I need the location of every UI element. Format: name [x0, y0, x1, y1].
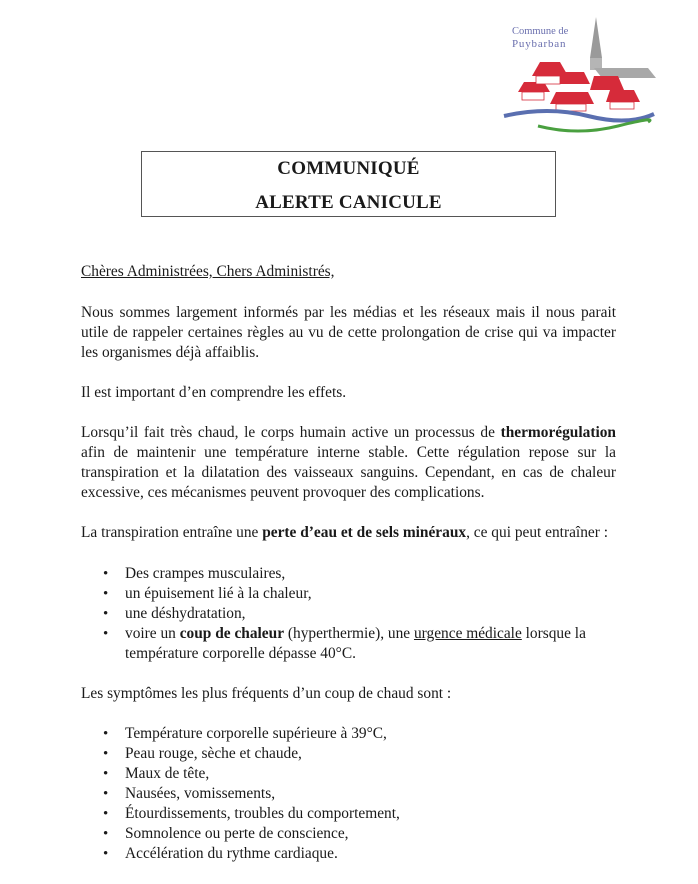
list-item: • Peau rouge, sèche et chaude,	[125, 744, 616, 764]
paragraph-transpiration	[81, 523, 616, 543]
list-item: • Somnolence ou perte de conscience,	[125, 824, 616, 844]
title-box	[141, 151, 556, 217]
list-item: • un épuisement lié à la chaleur,	[125, 584, 616, 604]
bold-term: coup de chaleur	[179, 625, 285, 642]
text-span: Lorsqu’il fait très chaud, le corps humain active un processus de	[81, 424, 501, 441]
list-item	[125, 624, 616, 664]
logo-line1: Commune de	[512, 26, 569, 37]
list-item: • Température corporelle supérieure à 39°C,	[125, 724, 616, 744]
paragraph-thermoregulation	[81, 423, 616, 503]
text-span: , ce qui peut entraîner :	[466, 524, 608, 541]
list-item: • Accélération du rythme cardiaque.	[125, 844, 616, 864]
salutation: Chères Administrées, Chers Administrés,	[81, 263, 335, 280]
bold-term: perte d’eau et de sels minéraux	[262, 524, 467, 541]
paragraph-intro: Nous sommes largement informés par les médias et les réseaux mais il nous parait utile de rappeler certaines règles au vu de cette prolongation de crise qui va impacter les organismes déjà affaiblis.	[81, 304, 616, 361]
text-span: voire un	[125, 625, 180, 642]
title-line2: ALERTE CANICULE	[255, 192, 442, 213]
list-item: • une déshydratation,	[125, 604, 616, 624]
paragraph-effects: Il est important d’en comprendre les effets.	[81, 384, 347, 401]
underlined-term: urgence médicale	[413, 625, 522, 642]
document-body	[81, 262, 616, 884]
wave-green	[538, 120, 650, 131]
text-span: lorsque la température corporelle dépasse 40°C.	[125, 625, 586, 662]
list-item: • Étourdissements, troubles du comportement,	[125, 804, 616, 824]
text-span: afin de maintenir une température interne stable. Cette régulation repose sur la transpiration et la dilatation des vaisseaux sanguins. Cependant, en cas de chaleur excessive, ces mécanismes peuvent provoquer des complications.	[81, 444, 616, 501]
list-item: • Maux de tête,	[125, 764, 616, 784]
bold-term: thermorégulation	[500, 424, 616, 441]
wave-blue	[504, 111, 654, 121]
text-span: La transpiration entraîne une	[81, 524, 263, 541]
symptoms-list	[81, 724, 616, 864]
logo-line2: Puybarban	[512, 38, 567, 50]
paragraph-symptoms: Les symptômes les plus fréquents d’un coup de chaud sont :	[81, 685, 452, 702]
commune-logo	[498, 12, 658, 140]
commune-logo-graphic	[498, 12, 658, 140]
text-span: (hyperthermie), une	[284, 625, 414, 642]
list-item: • Nausées, vomissements,	[125, 784, 616, 804]
complications-list	[81, 564, 616, 664]
title-line1: COMMUNIQUÉ	[277, 158, 420, 179]
steeple-shape	[590, 17, 602, 58]
list-item: • Des crampes musculaires,	[125, 564, 616, 584]
